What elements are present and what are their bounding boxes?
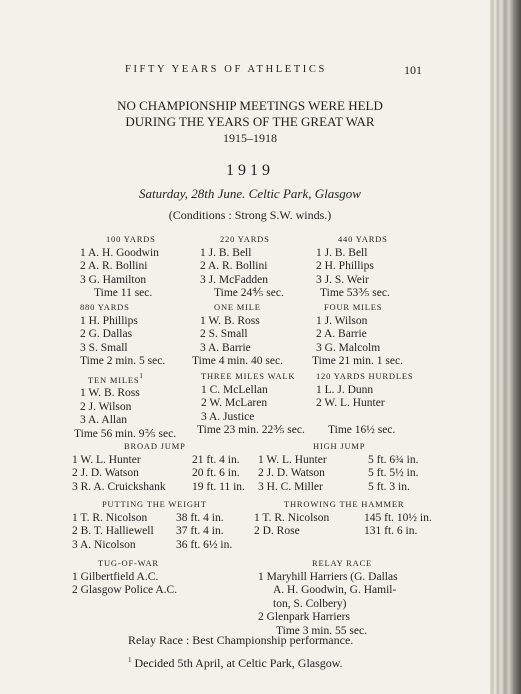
- place-mark: 5 ft. 6¾ in.: [368, 453, 419, 466]
- event-220-yards: [200, 233, 284, 301]
- place-2: 2 G. Dallas: [80, 328, 133, 340]
- event-result: Time 2 min. 5 sec.: [80, 355, 166, 367]
- footnote-mark: 1: [128, 656, 132, 664]
- place-name: 3 R. A. Cruickshank: [72, 480, 166, 493]
- event-title: ONE MILE: [214, 302, 261, 312]
- place-3: 3 J. S. Weir: [316, 273, 369, 286]
- event-three-miles-walk: [197, 370, 305, 438]
- event-title: 120 YARDS HURDLES: [316, 371, 414, 381]
- event-broad-jump: [72, 440, 245, 494]
- event-title: THROWING THE HAMMER: [284, 499, 405, 509]
- place-1: 1 H. Phillips: [80, 314, 138, 327]
- place-name: 3 A. Nicolson: [72, 538, 136, 551]
- place-2: 2 A. R. Bollini: [80, 260, 148, 272]
- place-name: 1 T. R. Nicolson: [254, 511, 330, 524]
- place-1: 1 C. McLellan: [201, 383, 268, 396]
- place-3: 3 A. Barrie: [200, 341, 251, 354]
- place-mark: 5 ft. 5½ in.: [368, 467, 419, 479]
- event-result: Time 23 min. 22⅗ sec.: [197, 424, 305, 436]
- event-title: THREE MILES WALK: [201, 371, 296, 381]
- place-2: 2 W. McLaren: [201, 397, 268, 409]
- place-name: 1 T. R. Nicolson: [72, 511, 148, 524]
- place-2: 2 S. Small: [200, 328, 248, 340]
- page-number: 101: [404, 63, 422, 77]
- place-3: 3 A. Allan: [80, 414, 127, 427]
- event-title: HIGH JUMP: [313, 441, 366, 451]
- event-title: PUTTING THE WEIGHT: [102, 499, 207, 509]
- place-3: 3 S. Small: [80, 341, 128, 354]
- place-1: 1 Gilbertfield A.C.: [72, 570, 159, 583]
- event-440-yards: [316, 233, 390, 301]
- notice-line-1: NO CHAMPIONSHIP MEETINGS WERE HELD: [117, 98, 383, 113]
- meeting-conditions: (Conditions : Strong S.W. winds.): [168, 208, 332, 222]
- place-name: 2 B. T. Halliewell: [72, 525, 154, 537]
- event-result: Time 16½ sec.: [328, 424, 396, 436]
- relay-line-1: 1 Maryhill Harriers (G. Dallas: [258, 570, 398, 583]
- relay-note: Relay Race : Best Championship performance.: [128, 633, 354, 647]
- place-1: 1 L. J. Dunn: [316, 383, 374, 396]
- place-3: 3 G. Malcolm: [316, 341, 381, 354]
- place-mark: 19 ft. 11 in.: [192, 480, 245, 493]
- place-mark: 145 ft. 10½ in.: [364, 511, 432, 524]
- event-high-jump: [258, 440, 418, 494]
- meeting-date-venue: Saturday, 28th June. Celtic Park, Glasgow: [139, 186, 361, 201]
- event-title: BROAD JUMP: [124, 441, 186, 451]
- place-mark: 5 ft. 3 in.: [368, 480, 410, 493]
- running-title: FIFTY YEARS OF ATHLETICS: [125, 64, 327, 75]
- place-name: 1 W. L. Hunter: [258, 453, 327, 466]
- place-1: 1 A. H. Goodwin: [80, 246, 159, 259]
- place-mark: 38 ft. 4 in.: [176, 511, 224, 524]
- notice-years: 1915–1918: [223, 131, 277, 145]
- place-mark: 131 ft. 6 in.: [364, 525, 418, 537]
- place-mark: 20 ft. 6 in.: [192, 467, 240, 479]
- event-title: TEN MILES: [88, 374, 140, 385]
- relay-line-3: ton, S. Colbery): [273, 597, 347, 610]
- event-120-yards-hurdles: [316, 370, 413, 438]
- place-2: 2 W. L. Hunter: [316, 397, 385, 409]
- relay-line-2: A. H. Goodwin, G. Hamil-: [273, 584, 397, 596]
- place-mark: 37 ft. 4 in.: [176, 525, 224, 537]
- place-3: 3 G. Hamilton: [80, 273, 147, 286]
- event-putting-the-weight: [72, 498, 232, 552]
- event-ten-miles: [74, 370, 176, 441]
- event-one-mile: [192, 301, 283, 369]
- event-result: Time 56 min. 9⅖ sec.: [74, 427, 177, 440]
- place-name: 3 H. C. Miller: [258, 480, 323, 493]
- event-result: Time 24⅘ sec.: [214, 287, 284, 299]
- event-title: 100 YARDS: [106, 234, 156, 244]
- relay-line-4: 2 Glenpark Harriers: [258, 611, 350, 623]
- event-relay-race: [258, 557, 398, 638]
- place-1: 1 W. B. Ross: [80, 387, 140, 400]
- event-title: 220 YARDS: [220, 234, 270, 244]
- place-2: 2 A. Barrie: [316, 328, 367, 340]
- footnote-text: Decided 5th April, at Celtic Park, Glasgow.: [134, 656, 343, 670]
- place-2: 2 Glasgow Police A.C.: [72, 584, 178, 596]
- place-2: 2 H. Phillips: [316, 260, 374, 272]
- place-mark: 21 ft. 4 in.: [192, 453, 240, 466]
- event-throwing-the-hammer: [254, 498, 432, 539]
- event-title: FOUR MILES: [324, 302, 383, 312]
- place-2: 2 J. Wilson: [80, 400, 132, 413]
- event-title: RELAY RACE: [312, 558, 373, 568]
- event-result: Time 21 min. 1 sec.: [312, 355, 403, 367]
- place-1: 1 J. B. Bell: [200, 246, 252, 259]
- event-result: Time 4 min. 40 sec.: [192, 355, 283, 367]
- place-3: 3 A. Justice: [201, 410, 255, 423]
- page-edges: [490, 0, 521, 694]
- footnote: [128, 656, 343, 671]
- event-four-miles: [312, 301, 403, 369]
- place-3: 3 J. McFadden: [200, 273, 269, 286]
- place-name: 2 D. Rose: [254, 525, 300, 537]
- footnote-mark: 1: [139, 372, 143, 380]
- event-result: Time 3 min. 55 sec.: [276, 624, 367, 637]
- meeting-year: 1919: [226, 162, 274, 179]
- event-title: 880 YARDS: [80, 302, 130, 312]
- place-1: 1 J. B. Bell: [316, 246, 368, 259]
- event-100-yards: [80, 233, 159, 301]
- event-tug-of-war: [72, 557, 177, 598]
- place-1: 1 W. B. Ross: [200, 314, 260, 327]
- place-2: 2 A. R. Bollini: [200, 260, 268, 272]
- event-result: Time 53⅗ sec.: [320, 287, 390, 299]
- event-result: Time 11 sec.: [94, 287, 153, 299]
- notice-line-2: DURING THE YEARS OF THE GREAT WAR: [125, 114, 375, 129]
- place-name: 2 J. D. Watson: [258, 467, 325, 479]
- place-mark: 36 ft. 6½ in.: [176, 538, 233, 551]
- event-title: 440 YARDS: [338, 234, 388, 244]
- event-title: TUG-OF-WAR: [98, 558, 159, 568]
- place-1: 1 J. Wilson: [316, 314, 368, 327]
- place-name: 1 W. L. Hunter: [72, 453, 141, 466]
- event-880-yards: [80, 301, 165, 369]
- place-name: 2 J. D. Watson: [72, 467, 139, 479]
